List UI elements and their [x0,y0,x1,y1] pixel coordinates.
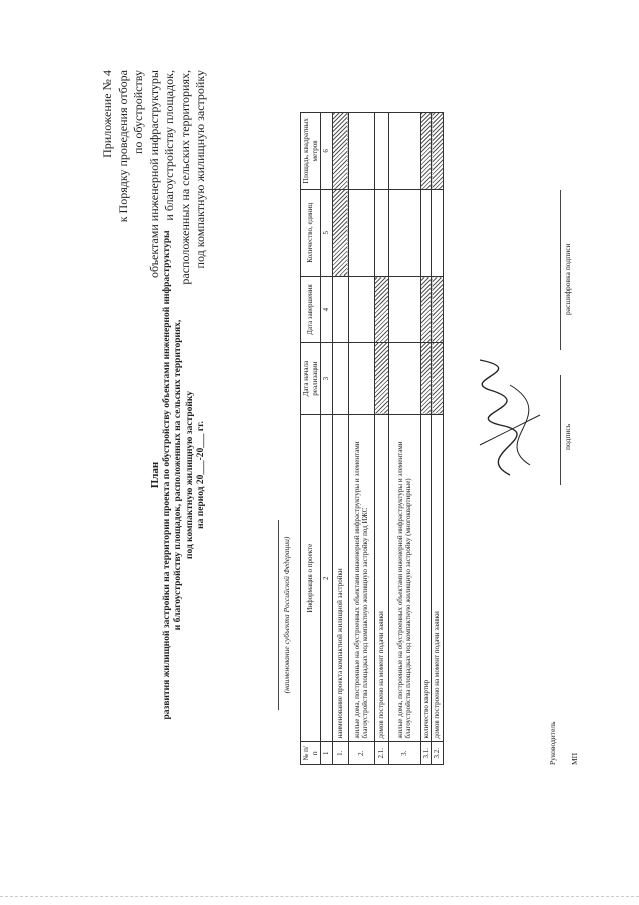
region-caption: (наименование субъекта Российской Федерации) [282,536,291,694]
row-info: количество квартир [420,414,432,742]
column-number: 2 [321,414,333,742]
column-number: 1 [321,742,333,765]
annex-line-6: расположенных на сельских территориях, [177,70,192,285]
column-number: 3 [321,343,333,415]
row-info: жилые дома, построенные на обустроенных объектами инженерной инфраструктуры и элементами благоустройства площадках под компактную жилищную застройку под ИЖС [348,414,374,742]
title-line-4: под компактную жилищную застройку [184,391,195,559]
table-row [332,113,348,765]
header-cell: Площадь, квадратных метров [301,113,321,190]
hatched-cell [420,113,432,190]
cell [420,189,432,276]
hatched-cell [332,113,348,190]
header-cell: Дата начала реализации [301,343,321,415]
cell [388,189,420,276]
stamp-label: МП [570,752,579,765]
annex-line-4: объектами инженерной инфраструктуры [146,70,161,278]
document-title [150,175,208,775]
hatched-cell [332,189,348,276]
row-info: домов построено на момент подачи заявки [374,414,388,742]
scan-edge [0,896,639,897]
column-number: 4 [321,276,333,343]
row-info: наименование проекта компактной жилищной застройки [332,414,348,742]
cell [374,113,388,190]
hatched-cell [432,113,444,190]
annex-line-3: по обустройству [131,70,145,155]
cell [348,276,374,343]
signature-caption: подпись [563,423,572,450]
annex-line-7: под компактную жилищную застройку [193,70,207,269]
row-number: 1. [332,742,348,765]
row-number: 2.1. [374,742,388,765]
header-cell: Дата завершения [301,276,321,343]
decode-caption: расшифровка подписи [563,243,572,315]
region-underline [278,520,279,710]
column-number: 5 [321,189,333,276]
title-line-2: развития жилищной застройки на территории проекта по обустройству объектами инженерной инфраструктуры [161,230,172,720]
cell [332,276,348,343]
cell [348,113,374,190]
cell [348,189,374,276]
hatched-cell [420,276,432,343]
decode-line [560,190,561,350]
row-number: 3. [388,742,420,765]
column-number: 6 [321,113,333,190]
title-line-5: на период 20___-20___ гг. [196,421,206,529]
annex-line-1: Приложение № 4 [100,70,114,158]
hatched-cell [374,276,388,343]
title-line-3: и благоустройству площадок, расположенных на сельских территориях, [173,319,183,631]
row-number: 3.2. [432,742,444,765]
column-number-row [321,113,333,765]
header-cell: Информация о проекте [301,414,321,742]
cell [374,189,388,276]
handwritten-signature [360,345,560,485]
annex-line-5: и благоустройству площадок, [162,70,176,221]
header-cell: Количество, единиц [301,189,321,276]
row-number: 2. [348,742,374,765]
cell [332,343,348,415]
head-label: Руководитель [548,721,557,765]
row-info: домов построено на момент подачи заявки [432,414,444,742]
annex-line-2: к Порядку проведения отбора [115,70,130,223]
signature-line [560,375,561,485]
title-line-1: План [149,461,161,489]
hatched-cell [432,276,444,343]
row-info: жилые дома, построенные на обустроенных объектами инженерной инфраструктуры и элементами благоустройства площадках под компактную жилищную застройку (многоквартирные) [388,414,420,742]
row-number: 3.1. [420,742,432,765]
cell [388,113,420,190]
cell [432,189,444,276]
header-cell: № п/п [301,742,321,765]
cell [388,276,420,343]
table-header-row [301,113,321,765]
